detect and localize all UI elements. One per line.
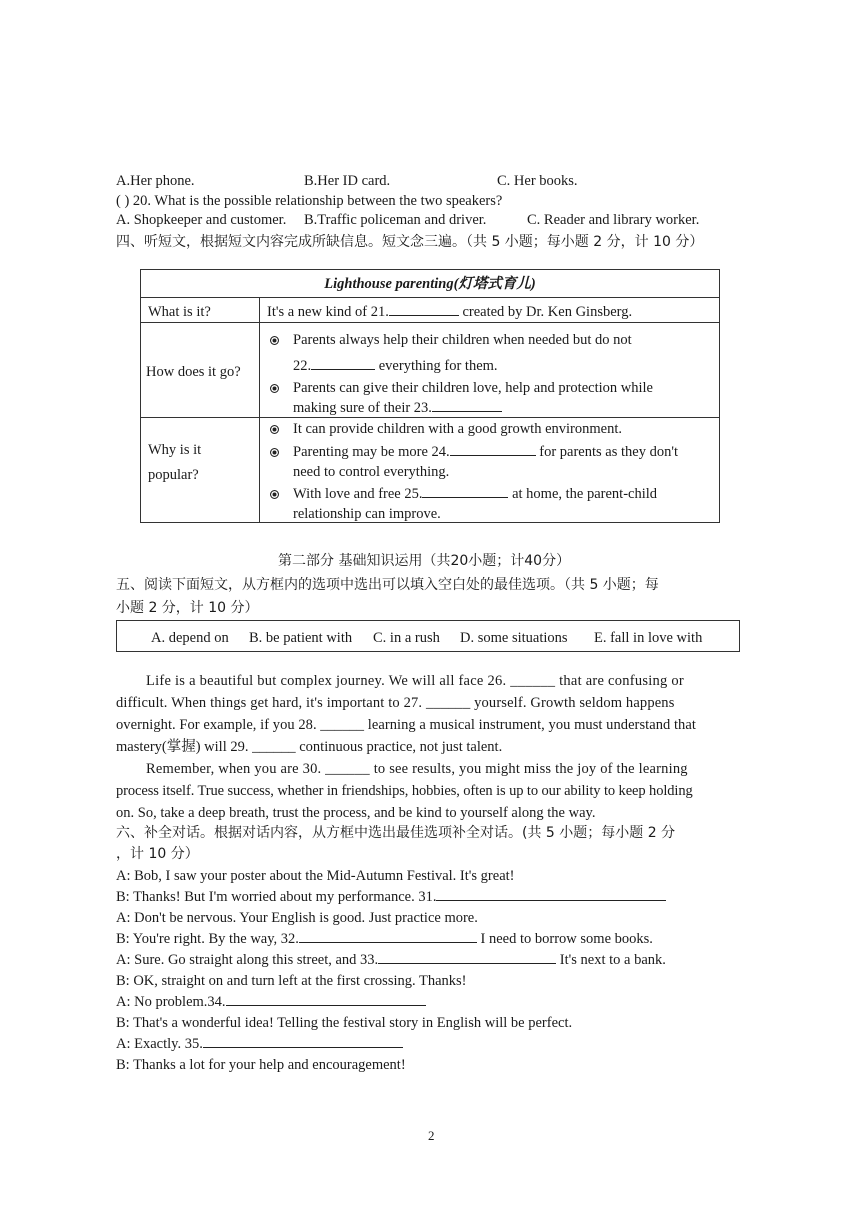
page-number: 2 [428, 1128, 435, 1143]
passage-line: Life is a beautiful but complex journey. We will all face 26. ______ that are confusing or [146, 673, 684, 689]
dialogue-line: A: Don't be nervous. Your English is good. Just practice more. [116, 910, 478, 926]
bullet-icon [270, 384, 279, 393]
section5-heading-1: 五、阅读下面短文，从方框内的选项中选出可以填入空白处的最佳选项。（共 5 小题；每 [116, 577, 659, 593]
how-item-2a: Parents can give their children love, help and protection while [293, 380, 653, 396]
dialogue-line: B: OK, straight on and turn left at the first crossing. Thanks! [116, 973, 467, 989]
q19-option-b: B.Her ID card. [304, 173, 391, 189]
part2-heading: 第二部分 基础知识运用（共20小题；计40分） [278, 553, 571, 569]
row-what-content: It's a new kind of 21. created by Dr. Ken Ginsberg. [267, 304, 633, 320]
q20-option-c: C. Reader and library worker. [527, 212, 700, 228]
why-item-2a: Parenting may be more 24. for parents as they don't [293, 444, 678, 460]
q20-option-b: B.Traffic policeman and driver. [304, 212, 487, 228]
dialogue-line: A: Exactly. 35. [116, 1035, 403, 1053]
passage-paragraph-1 [116, 672, 756, 760]
how-item-2b: making sure of their 23. [293, 399, 502, 417]
why-item-3b: relationship can improve. [293, 506, 441, 522]
answer-blank [378, 951, 556, 964]
info-table [140, 269, 720, 523]
row-label-why-1: Why is it [148, 442, 202, 458]
option-c: C. in a rush [373, 630, 440, 646]
bullet-icon [270, 336, 279, 345]
row-label-why-2: popular? [148, 467, 199, 483]
answer-blank [436, 888, 666, 901]
passage-line: overnight. For example, if you 28. ______ learning a musical instrument, you must understand that [116, 717, 696, 733]
q19-option-c: C. Her books. [497, 173, 578, 189]
option-d: D. some situations [460, 630, 568, 646]
section6-heading-2: ，计 10 分） [116, 846, 199, 862]
dialogue-line: A: Sure. Go straight along this street, and 33. It's next to a bank. [116, 952, 666, 968]
why-item-1: It can provide children with a good growth environment. [293, 421, 622, 437]
dialogue-line: B: You're right. By the way, 32. I need to borrow some books. [116, 931, 653, 947]
row-label-how: How does it go? [146, 364, 241, 380]
section5-option-box [116, 620, 740, 652]
option-e: E. fall in love with [594, 630, 703, 646]
q20-stem: ( ) 20. What is the possible relationship between the two speakers? [116, 193, 503, 209]
dialogue-line: A: Bob, I saw your poster about the Mid-Autumn Festival. It's great! [116, 868, 515, 884]
passage-line: on. So, take a deep breath, trust the process, and be kind to yourself along the way. [116, 805, 596, 821]
row-label-what: What is it? [148, 304, 211, 320]
passage-line: Remember, when you are 30. ______ to see results, you might miss the joy of the learning [146, 761, 688, 777]
passage-line: difficult. When things get hard, it's important to 27. ______ yourself. Growth seldom happens [116, 695, 675, 711]
option-b: B. be patient with [249, 630, 353, 646]
section5-heading-2: 小题 2 分，计 10 分） [116, 600, 259, 616]
answer-blank [226, 993, 426, 1006]
answer-blank [299, 930, 477, 943]
q19-option-a: A.Her phone. [116, 173, 195, 189]
why-item-3a: With love and free 25. at home, the parent-child [293, 486, 658, 502]
answer-blank [203, 1035, 403, 1048]
bullet-icon [270, 425, 279, 434]
section4-heading: 四、听短文，根据短文内容完成所缺信息。短文念三遍。（共 5 小题；每小题 2 分，计 10 分） [116, 234, 704, 250]
q20-option-a: A. Shopkeeper and customer. [116, 212, 287, 228]
dialogue-line: A: No problem.34. [116, 993, 426, 1011]
option-a: A. depend on [151, 630, 229, 646]
passage-paragraph-2 [116, 760, 756, 826]
why-item-2b: need to control everything. [293, 464, 450, 480]
dialogue-line: B: That's a wonderful idea! Telling the festival story in English will be perfect. [116, 1015, 573, 1031]
dialogue-line: B: Thanks a lot for your help and encouragement! [116, 1057, 406, 1073]
section6-heading-1: 六、补全对话。根据对话内容，从方框中选出最佳选项补全对话。(共 5 小题；每小题 2 分 [116, 825, 676, 841]
how-item-1a: Parents always help their children when needed but do not [293, 332, 632, 348]
bullet-icon [270, 490, 279, 499]
passage-line: process itself. True success, whether in friendships, hobbies, often is up to our ability to keep holding [116, 783, 693, 799]
bullet-icon [270, 448, 279, 457]
how-item-1b: 22. everything for them. [293, 358, 498, 374]
table-title: Lighthouse parenting(灯塔式育儿) [324, 276, 536, 292]
dialogue-line: B: Thanks! But I'm worried about my performance. 31. [116, 888, 666, 906]
passage-line: mastery(掌握) will 29. ______ continuous practice, not just talent. [116, 739, 503, 755]
